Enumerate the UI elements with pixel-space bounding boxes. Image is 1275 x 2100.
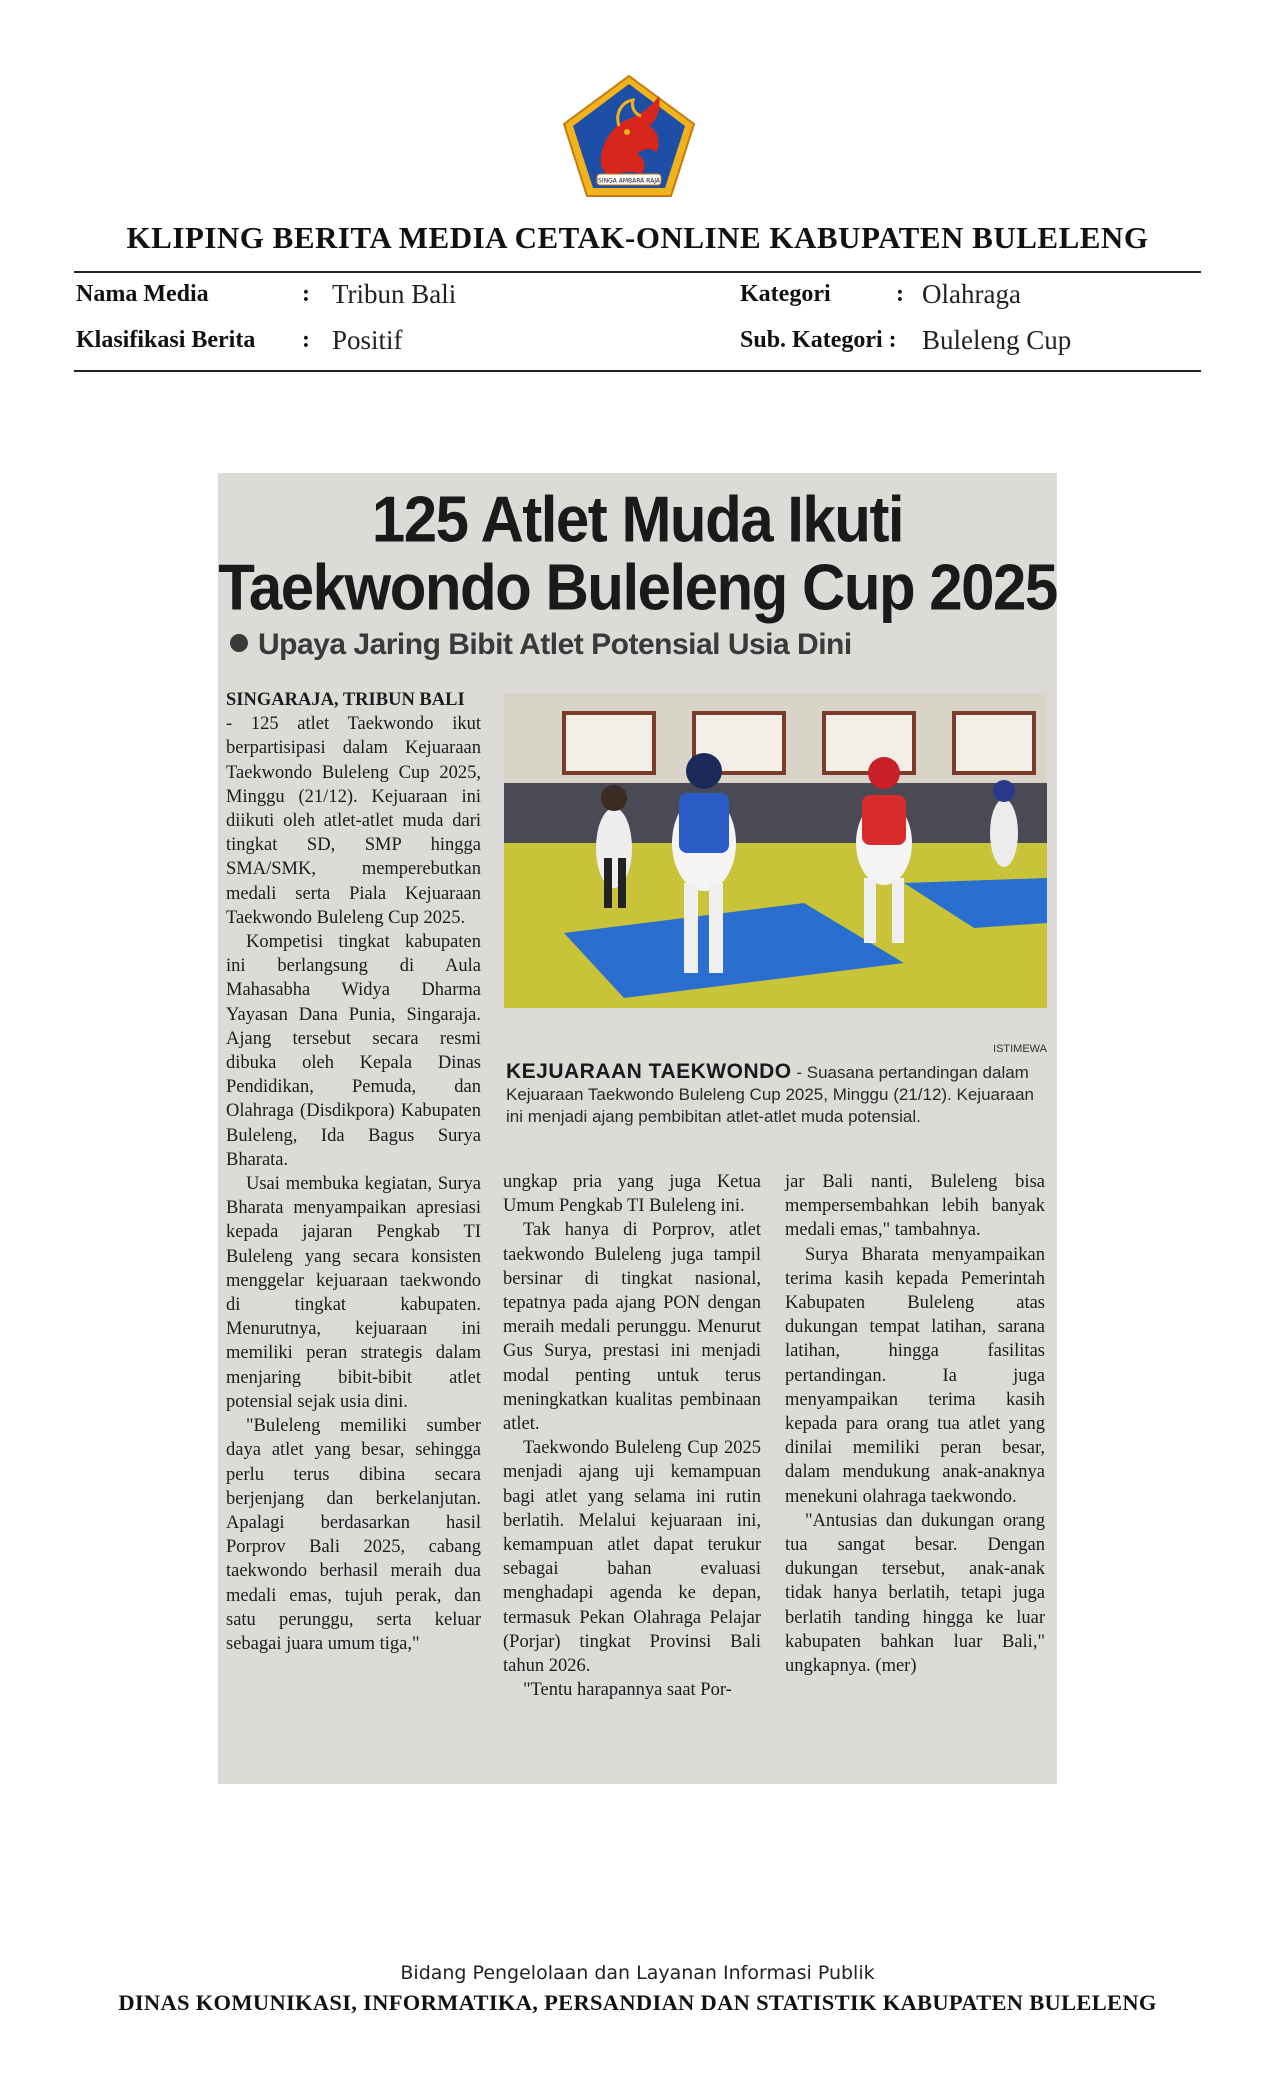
paragraph: Surya Bharata menyampaikan terima kasih kepada Pemerintah Kabupaten Buleleng atas dukungan tempat latihan, sarana latihan, hingga fasilitas pertandingan. Ia juga menyampaikan terima kasih kepada para orang tua atlet yang dinilai memiliki peran besar, dalam mendukung anak-anaknya menekuni olahraga taekwondo. (785, 1244, 1045, 1507)
subcategory-value: Buleleng Cup (922, 325, 1072, 355)
newspaper-clipping (218, 473, 1057, 1784)
taekwondo-match-photo (504, 693, 1047, 1008)
paragraph: "Tentu harapannya saat Por- (523, 1680, 732, 1701)
subheadline-text: Upaya Jaring Bibit Atlet Potensial Usia Dini (258, 628, 852, 661)
paragraph: - 125 atlet Taekwondo ikut berpartisipasi dalam Kejuaraan Taekwondo Buleleng Cup 2025, Minggu (21/12). Kejuaraan ini diikuti oleh atlet-atlet muda dari tingkat SD, SMP hingga SMA/SMK, memperebutkan medali serta Piala Kejuaraan Taekwondo Buleleng Cup 2025. (226, 714, 481, 928)
paragraph: jar Bali nanti, Buleleng bisa mempersembahkan lebih banyak medali emas," tambahnya. (785, 1172, 1045, 1241)
classification-colon: : (302, 327, 310, 353)
article-column-1 (226, 688, 481, 1656)
bullet-icon (230, 634, 248, 652)
dateline: SINGARAJA, TRIBUN BALI (226, 690, 465, 710)
article-column-3 (785, 1170, 1045, 1678)
subcategory-label: Sub. Kategori : (740, 327, 897, 353)
headline-line-1: 125 Atlet Muda Ikuti (371, 483, 904, 556)
media-name-colon: : (302, 281, 310, 307)
paragraph: Usai membuka kegiatan, Surya Bharata menyampaikan apresiasi kepada jajaran Pengkab TI Buleleng yang secara konsisten menggelar kejuaraan taekwondo di tingkat kabupaten. Menurutnya, kejuaraan ini memiliki peran strategis dalam menjaring bibit-bibit atlet potensial sejak usia dini. (226, 1174, 481, 1412)
category-label: Kategori (740, 281, 831, 307)
paragraph: ungkap pria yang juga Ketua Umum Pengkab TI Buleleng ini. (503, 1172, 761, 1217)
bottom-divider (74, 370, 1201, 372)
top-divider (74, 271, 1201, 273)
classification-label: Klasifikasi Berita (76, 327, 256, 353)
classification-value: Positif (332, 325, 403, 355)
document-title: KLIPING BERITA MEDIA CETAK-ONLINE KABUPATEN BULELENG (126, 220, 1149, 255)
subheadline (230, 628, 852, 662)
paragraph: "Antusias dan dukungan orang tua sangat besar. Dengan dukungan tersebut, anak-anak tidak hanya berlatih, tetapi juga berlatih tanding hingga ke luar kabupaten bahkan luar Bali," ungkapnya. (mer) (785, 1510, 1045, 1677)
footer-division: Bidang Pengelolaan dan Layanan Informasi Publik (400, 1962, 875, 1984)
media-name-label: Nama Media (76, 281, 209, 307)
media-name-value: Tribun Bali (332, 279, 457, 309)
footer-agency: DINAS KOMUNIKASI, INFORMATIKA, PERSANDIAN DAN STATISTIK KABUPATEN BULELENG (118, 1990, 1157, 2015)
paragraph: Tak hanya di Porprov, atlet taekwondo Buleleng juga tampil bersinar di tingkat nasional, tepatnya pada ajang PON dengan meraih medali perunggu. Menurut Gus Surya, prestasi ini menjadi modal penting untuk terus meningkatkan kualitas pembinaan atlet. (503, 1220, 761, 1435)
caption-text: - Suasana pertandingan dalam Kejuaraan Taekwondo Buleleng Cup 2025, Minggu (21/12). Kejuaraan ini menjadi ajang pembibitan atlet-atlet muda potensial. (506, 1063, 1035, 1126)
category-value: Olahraga (922, 279, 1021, 309)
singa-ambara-raja-emblem-icon (561, 74, 697, 199)
caption-heading: KEJUARAAN TAEKWONDO (506, 1060, 792, 1083)
photo-caption (506, 1061, 1046, 1128)
category-colon: : (896, 281, 904, 307)
svg-text:SINGA AMBARA RAJA: SINGA AMBARA RAJA (598, 177, 660, 185)
article-column-2 (503, 1170, 761, 1702)
paragraph: Kompetisi tingkat kabupaten ini berlangsung di Aula Mahasabha Widya Dharma Yayasan Dana Punia, Singaraja. Ajang tersebut secara resmi dibuka oleh Kepala Dinas Pendidikan, Pemuda, dan Olahraga (Disdikpora) Kabupaten Buleleng, Ida Bagus Surya Bharata. (226, 932, 481, 1170)
paragraph: Taekwondo Buleleng Cup 2025 menjadi ajang uji kemampuan bagi atlet yang selama ini rutin berlatih. Melalui kejuaraan ini, kemampuan atlet dapat terukur sebagai bahan evaluasi menghadapi agenda ke depan, termasuk Pekan Olahraga Pelajar (Porjar) tingkat Provinsi Bali tahun 2026. (503, 1438, 761, 1677)
headline-line-2: Taekwondo Buleleng Cup 2025 (218, 551, 1057, 624)
photo-credit: ISTIMEWA (993, 1043, 1047, 1055)
paragraph: "Buleleng memiliki sumber daya atlet yang besar, sehingga perlu terus dibina secara berjenjang dan berkelanjutan. Apalagi berdasarkan hasil Porprov Bali 2025, cabang taekwondo berhasil meraih dua medali emas, tujuh perak, dan satu perunggu, serta keluar sebagai juara umum tiga," (226, 1416, 481, 1654)
